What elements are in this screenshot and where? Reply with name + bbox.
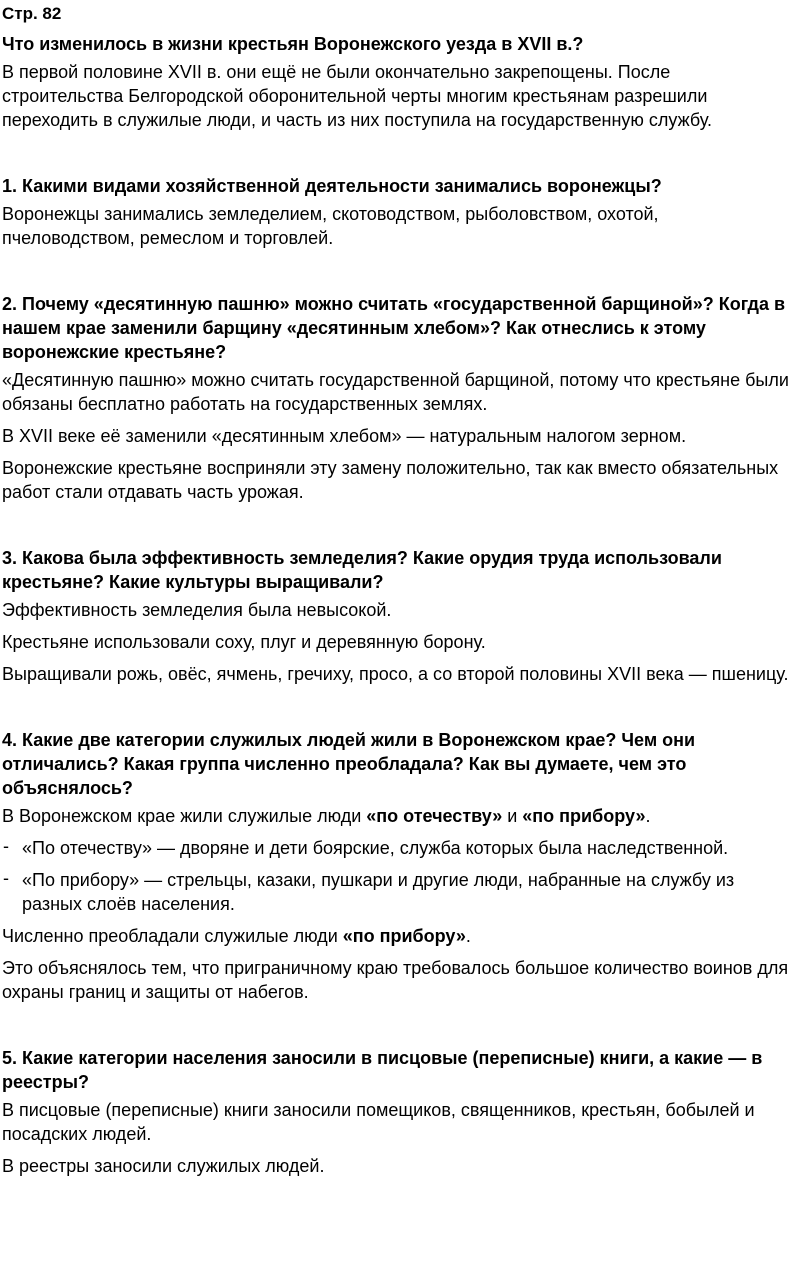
section-gap — [2, 512, 796, 546]
list-item — [2, 836, 796, 860]
term-po-priboru: «по прибору» — [522, 806, 646, 826]
list-item-text: «По прибору» — стрельцы, казаки, пушкари и другие люди, набранные на службу из разных слоёв населения. — [22, 870, 735, 914]
answer-2-paragraph: В XVII веке её заменили «десятинным хлебом» — натуральным налогом зерном. — [2, 426, 687, 446]
question-4: 4. Какие две категории служилых людей жили в Воронежском крае? Чем они отличались? Какая группа численно преобладала? Как вы думаете, чем это объяснялось? — [2, 730, 696, 798]
answer-4-explanation: Это объяснялось тем, что приграничному краю требовалось большое количество воинов для охраны границ и защиты от набегов. — [2, 958, 789, 1002]
answer-4-predominance — [2, 924, 796, 948]
answer-1: Воронежцы занимались земледелием, скотоводством, рыболовством, охотой, пчеловодством, ремеслом и торговлей. — [2, 204, 659, 248]
answer-4-intro-conj: и — [502, 806, 523, 826]
answer-3-paragraph: Эффективность земледелия была невысокой. — [2, 600, 392, 620]
question-5: 5. Какие категории населения заносили в писцовые (переписные) книги, а какие — в реестры? — [2, 1048, 763, 1092]
question-3: 3. Какова была эффективность земледелия? Какие орудия труда использовали крестьяне? Какие культуры выращивали? — [2, 548, 722, 592]
answer-2-paragraph: Воронежские крестьяне восприняли эту замену положительно, так как вместо обязательных работ стали отдавать часть урожая. — [2, 458, 779, 502]
question-1: 1. Какими видами хозяйственной деятельности занимались воронежцы? — [2, 176, 662, 196]
answer-2-paragraph: «Десятинную пашню» можно считать государственной барщиной, потому что крестьяне были обязаны бесплатно работать на государственных землях. — [2, 370, 789, 414]
question-2: 2. Почему «десятинную пашню» можно считать «государственной барщиной»? Когда в нашем крае заменили барщину «десятинным хлебом»? Как отнеслись к этому воронежские крестьяне? — [2, 294, 786, 362]
intro-answer: В первой половине XVII в. они ещё не были окончательно закрепощены. После строительства Белгородской оборонительной черты многим крестьянам разрешили переходить в служилые люди, и часть из них поступила на государственную службу. — [2, 62, 712, 130]
answer-4-predominance-end: . — [465, 926, 471, 946]
term-po-otechestvu: «по отечеству» — [366, 806, 503, 826]
answer-4-intro — [2, 804, 796, 828]
list-item-text: «По отечеству» — дворяне и дети боярские, служба которых была наследственной. — [22, 838, 729, 858]
section-gap — [2, 140, 796, 174]
answer-4-intro-end: . — [645, 806, 651, 826]
dash-bullet: - — [3, 836, 9, 856]
answer-4-intro-text: В Воронежском крае жили служилые люди — [2, 806, 367, 826]
answer-4-predominance-text: Численно преобладали служилые люди — [2, 926, 343, 946]
term-po-priboru: «по прибору» — [342, 926, 466, 946]
section-gap — [2, 1012, 796, 1046]
list-item — [2, 868, 796, 916]
section-gap — [2, 694, 796, 728]
answer-5-paragraph: В писцовые (переписные) книги заносили помещиков, священников, крестьян, бобылей и посадских людей. — [2, 1100, 755, 1144]
answer-5-paragraph: В реестры заносили служилых людей. — [2, 1156, 325, 1176]
answer-3-paragraph: Крестьяне использовали соху, плуг и деревянную борону. — [2, 632, 486, 652]
answer-3-paragraph: Выращивали рожь, овёс, ячмень, гречиху, просо, а со второй половины XVII века — пшеницу. — [2, 664, 789, 684]
dash-bullet: - — [3, 868, 9, 888]
page-number: Стр. 82 — [2, 4, 62, 23]
section-gap — [2, 258, 796, 292]
intro-question: Что изменилось в жизни крестьян Воронежского уезда в XVII в.? — [2, 34, 584, 54]
